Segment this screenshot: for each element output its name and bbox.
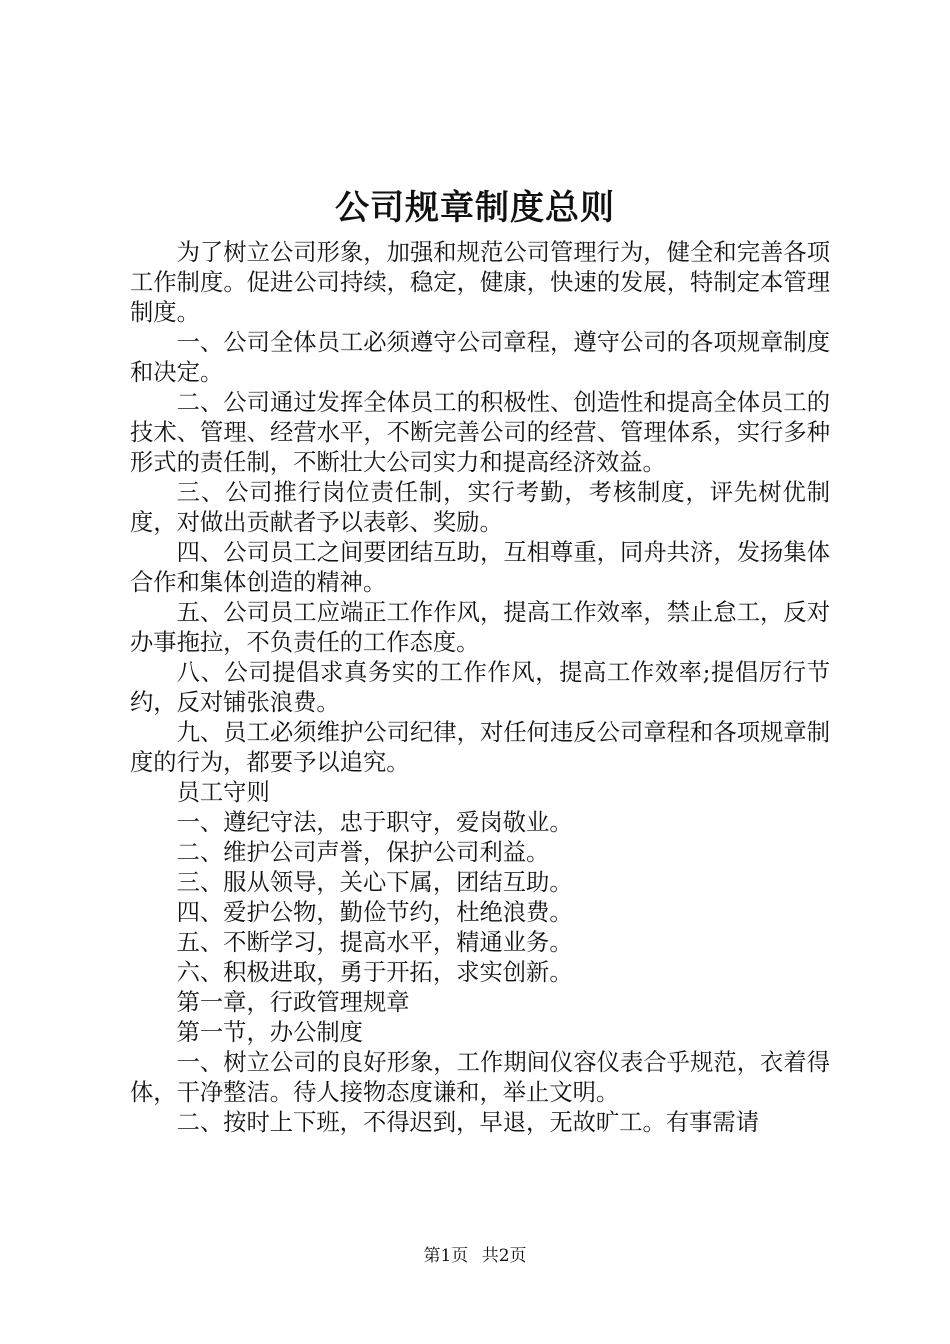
chapter-heading: 第一章，行政管理规章 (176, 989, 410, 1016)
paragraph: 八、公司提倡求真务实的工作作风，提高工作效率;提倡厉行节约，反对铺张浪费。 (130, 659, 830, 716)
paragraph: 三、公司推行岗位责任制，实行考勤，考核制度，评先树优制度，对做出贡献者予以表彰、奖励。 (130, 479, 830, 536)
paragraph: 为了树立公司形象，加强和规范公司管理行为，健全和完善各项工作制度。促进公司持续，稳定，健康，快速的发展，特制定本管理制度。 (130, 239, 830, 326)
document-title: 公司规章制度总则 (335, 188, 615, 228)
page-total: 共2页 (481, 1246, 527, 1266)
rule-item: 四、爱护公物，勤俭节约，杜绝浪费。 (176, 899, 573, 926)
paragraph: 九、员工必须维护公司纪律，对任何违反公司章程和各项规章制度的行为，都要予以追究。 (130, 719, 830, 776)
rule-item: 一、遵纪守法，忠于职守，爱岗敬业。 (176, 809, 573, 836)
rule-item: 二、维护公司声誉，保护公司利益。 (176, 839, 550, 866)
page-footer (0, 1245, 950, 1267)
paragraph: 一、树立公司的良好形象，工作期间仪容仪表合乎规范，衣着得体，干净整洁。待人接物态度谦和，举止文明。 (130, 1049, 830, 1106)
rule-item: 五、不断学习，提高水平，精通业务。 (176, 929, 573, 956)
rule-item: 六、积极进取，勇于开拓，求实创新。 (176, 959, 573, 986)
paragraph: 一、公司全体员工必须遵守公司章程，遵守公司的各项规章制度和决定。 (130, 329, 830, 386)
section-heading: 员工守则 (176, 779, 270, 806)
paragraph: 五、公司员工应端正工作作风，提高工作效率，禁止怠工，反对办事拖拉，不负责任的工作态度。 (130, 599, 830, 656)
paragraph: 四、公司员工之间要团结互助，互相尊重，同舟共济，发扬集体合作和集体创造的精神。 (130, 539, 830, 596)
rule-item: 三、服从领导，关心下属，团结互助。 (176, 869, 573, 896)
paragraph: 二、公司通过发挥全体员工的积极性、创造性和提高全体员工的技术、管理、经营水平，不断完善公司的经营、管理体系，实行多种形式的责任制，不断壮大公司实力和提高经济效益。 (130, 389, 830, 476)
page-number: 第1页 (423, 1246, 469, 1266)
section-heading: 第一节，办公制度 (176, 1019, 363, 1046)
paragraph: 二、按时上下班，不得迟到，早退，无故旷工。有事需请 (176, 1109, 760, 1136)
document-body (130, 238, 830, 1138)
